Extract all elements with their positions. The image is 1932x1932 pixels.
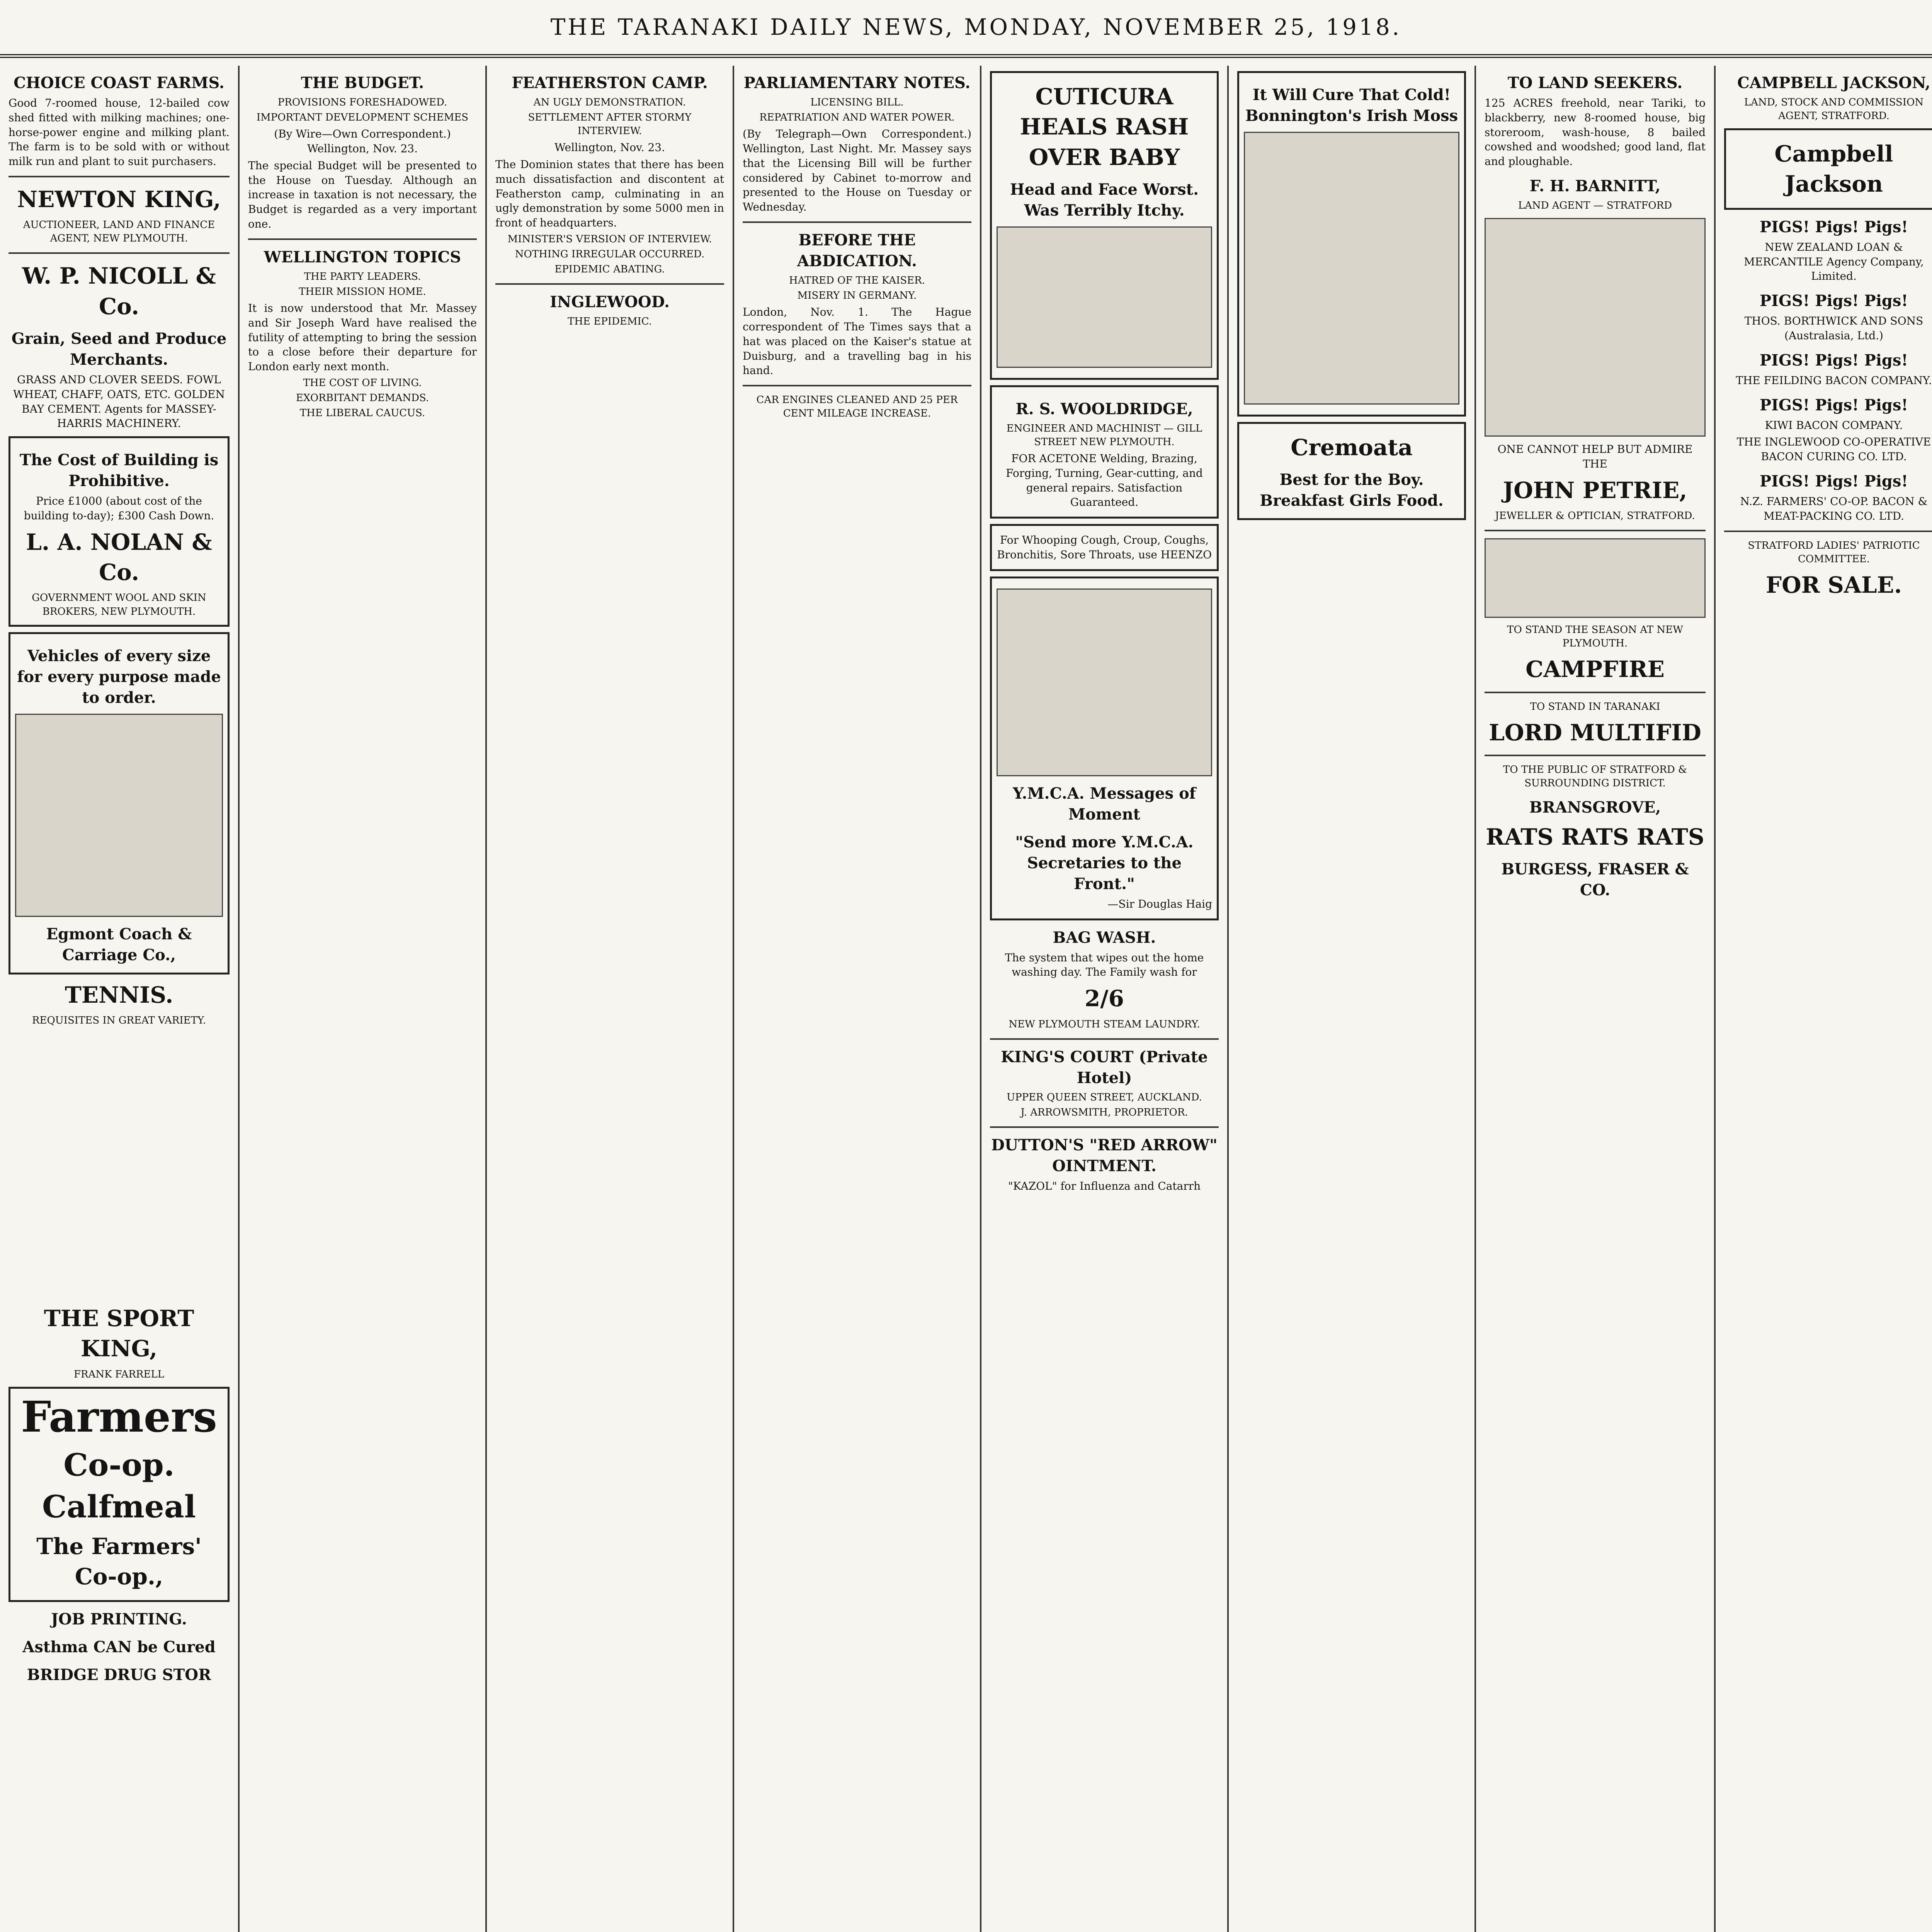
kazol-text: "KAZOL" for Influenza and Catarrh bbox=[1008, 1179, 1201, 1192]
budget-sub1: PROVISIONS FORESHADOWED. bbox=[277, 97, 447, 108]
column-5 bbox=[981, 66, 1229, 1932]
budget-text: The special Budget will be presented to the House on Tuesday. Although an increase in taxation is not necessary, the Budget is regarded as a very important one. bbox=[248, 159, 477, 230]
inglewood-coop: THE INGLEWOOD CO-OPERATIVE BACON CURING CO. LTD. bbox=[1736, 435, 1931, 463]
wellington-sub1: THE PARTY LEADERS. bbox=[304, 270, 421, 282]
column-1 bbox=[0, 66, 240, 1932]
minister-title: MINISTER'S VERSION OF INTERVIEW. bbox=[507, 233, 712, 245]
campbell-title: CAMPBELL JACKSON, bbox=[1737, 74, 1930, 92]
tennis-title: TENNIS. bbox=[65, 981, 173, 1008]
minister-sub: NOTHING IRREGULAR OCCURRED. bbox=[515, 248, 705, 260]
car-title: CAR ENGINES CLEANED AND 25 PER CENT MILEAGE INCREASE. bbox=[756, 394, 958, 420]
vehicles-title: Vehicles of every size for every purpose made to order. bbox=[17, 646, 221, 707]
borthwick: THOS. BORTHWICK AND SONS (Australasia, Ltd.) bbox=[1744, 315, 1923, 342]
farms-title: CHOICE COAST FARMS. bbox=[14, 74, 224, 92]
egmont-title: Egmont Coach & Carriage Co., bbox=[46, 925, 192, 964]
camp-sub2: SETTLEMENT AFTER STORMY INTERVIEW. bbox=[528, 112, 692, 137]
tennis-price-list bbox=[9, 1029, 230, 1299]
camp-dateline: Wellington, Nov. 23. bbox=[554, 141, 665, 154]
barnitt-sub: LAND AGENT — STRATFORD bbox=[1518, 199, 1672, 211]
abdication-sub2: MISERY IN GERMANY. bbox=[797, 290, 917, 302]
kings-title: KING'S COURT (Private Hotel) bbox=[1001, 1048, 1208, 1087]
budget-sub2: IMPORTANT DEVELOPMENT SCHEMES bbox=[256, 112, 469, 124]
pigs-1: PIGS! Pigs! Pigs! bbox=[1760, 218, 1908, 236]
pigs-2: PIGS! Pigs! Pigs! bbox=[1760, 292, 1908, 310]
column-4 bbox=[734, 66, 981, 1932]
bransgrove-title: BRANSGROVE, bbox=[1529, 798, 1661, 817]
breakfast-title: Best for the Boy. Breakfast Girls Food. bbox=[1260, 471, 1444, 510]
wellington-title: WELLINGTON TOPICS bbox=[264, 248, 461, 266]
pigs-5: PIGS! Pigs! Pigs! bbox=[1760, 472, 1908, 490]
rats-title: RATS RATS RATS bbox=[1486, 824, 1704, 850]
tennis-sub: REQUISITES IN GREAT VARIETY. bbox=[32, 1014, 206, 1026]
ymca-signed: —Sir Douglas Haig bbox=[1107, 897, 1212, 910]
cost-price: Price £1000 (about cost of the building to-day); £300 Cash Down. bbox=[24, 495, 214, 522]
burgess-title: BURGESS, FRASER & CO. bbox=[1501, 860, 1689, 900]
campbell-big: Campbell Jackson bbox=[1774, 141, 1893, 197]
parl-title: PARLIAMENTARY NOTES. bbox=[743, 74, 971, 92]
newton-sub: AUCTIONEER, LAND AND FINANCE AGENT, NEW PLYMOUTH. bbox=[23, 219, 215, 245]
cuticura-title: CUTICURA HEALS RASH OVER BABY bbox=[1020, 83, 1189, 170]
farms-text: Good 7-roomed house, 12-bailed cow shed fitted with milking machines; one-horse-power engine and milking plant. The farm is to be sold with or without milk run and plant to suit purchasers. bbox=[9, 97, 230, 168]
bottle-illustration bbox=[1244, 132, 1459, 405]
petrie-caption: ONE CANNOT HELP BUT ADMIRE THE bbox=[1497, 443, 1693, 470]
wooldridge-sub: ENGINEER AND MACHINIST — GILL STREET NEW PLYMOUTH. bbox=[1006, 422, 1202, 448]
camp-text: The Dominion states that there has been much dissatisfaction and discontent at Featherston camp, culminating in an ugly demonstration by some 5000 men in front of headquarters. bbox=[495, 158, 724, 230]
kings-prop: J. ARROWSMITH, PROPRIETOR. bbox=[1020, 1106, 1188, 1118]
ymca-quote: "Send more Y.M.C.A. Secretaries to the Front." bbox=[1015, 833, 1194, 893]
nicoll-text: GRASS AND CLOVER SEEDS. FOWL WHEAT, CHAFF, OATS, ETC. GOLDEN BAY CEMENT. Agents for MASSEY-HARRIS MACHINERY. bbox=[13, 373, 225, 430]
cremoata-title: Cremoata bbox=[1291, 434, 1413, 461]
haig-portrait bbox=[997, 588, 1212, 776]
column-2 bbox=[240, 66, 487, 1932]
inglewood-title: INGLEWOOD. bbox=[550, 293, 670, 311]
column-7 bbox=[1476, 66, 1716, 1932]
wooldridge-title: R. S. WOOLDRIDGE, bbox=[1015, 400, 1193, 418]
campbell-box bbox=[1724, 128, 1932, 210]
cuticura-sub: Head and Face Worst. Was Terribly Itchy. bbox=[1010, 180, 1199, 219]
parl-sub1: LICENSING BILL. bbox=[810, 97, 904, 108]
column-8 bbox=[1716, 66, 1932, 1932]
duttons-title: DUTTON'S "RED ARROW" OINTMENT. bbox=[991, 1136, 1218, 1175]
farmers-title: Farmers bbox=[21, 1391, 217, 1442]
barnitt-title: F. H. BARNITT, bbox=[1529, 177, 1661, 195]
cremoata-box bbox=[1237, 422, 1466, 520]
bonnington-box bbox=[1237, 71, 1466, 417]
nolan-sub: GOVERNMENT WOOL AND SKIN BROKERS, NEW PLYMOUTH. bbox=[32, 592, 206, 617]
asthma-title: Asthma CAN be Cured bbox=[22, 1638, 216, 1656]
column-3 bbox=[487, 66, 734, 1932]
wooldridge-text: FOR ACETONE Welding, Brazing, Forging, Turning, Gear-cutting, and general repairs. Satisfaction Guaranteed. bbox=[1006, 452, 1203, 509]
nz-loan: NEW ZEALAND LOAN & MERCANTILE Agency Company, Limited. bbox=[1744, 240, 1924, 283]
calfmeal-title: Co-op. Calfmeal bbox=[42, 1446, 196, 1525]
wellington-text: It is now understood that Mr. Massey and Sir Joseph Ward have realised the futility of attempting to bring the session to a close before their departure for London early next month. bbox=[248, 301, 477, 373]
nolan-title: L. A. NOLAN & Co. bbox=[26, 529, 212, 586]
public-title: TO THE PUBLIC OF STRATFORD & SURROUNDING DISTRICT. bbox=[1503, 764, 1687, 789]
newton-title: NEWTON KING, bbox=[17, 186, 221, 213]
patriotic-title: STRATFORD LADIES' PATRIOTIC COMMITTEE. bbox=[1748, 539, 1920, 565]
whooping-box bbox=[990, 524, 1219, 571]
sale-title: FOR SALE. bbox=[1765, 571, 1902, 598]
kiwi: KIWI BACON COMPANY. bbox=[1765, 418, 1903, 432]
bagwash-title: BAG WASH. bbox=[1053, 928, 1156, 947]
bagwash-from: NEW PLYMOUTH STEAM LAUNDRY. bbox=[1009, 1018, 1200, 1030]
clock-illustration bbox=[1485, 218, 1706, 437]
wooldridge-box bbox=[990, 385, 1219, 519]
job-title: JOB PRINTING. bbox=[51, 1610, 187, 1629]
vehicles-box bbox=[9, 632, 230, 975]
multifid-title: LORD MULTIFID bbox=[1489, 719, 1701, 746]
stand-title: TO STAND THE SEASON AT NEW PLYMOUTH. bbox=[1507, 624, 1683, 650]
nicoll-title: W. P. NICOLL & Co. bbox=[22, 263, 216, 320]
petrie-title: JOHN PETRIE, bbox=[1503, 477, 1687, 503]
nz-farmers: N.Z. FARMERS' CO-OP. BACON & MEAT-PACKING CO. LTD. bbox=[1740, 495, 1928, 522]
masthead: THE TARANAKI DAILY NEWS, MONDAY, NOVEMBER 25, 1918. bbox=[0, 0, 1932, 58]
parl-text: (By Telegraph—Own Correspondent.) Wellington, Last Night. Mr. Massey says that the Licensing Bill will be further considered by Cabinet to-morrow and presented to the House on Tuesday or Wednesday. bbox=[743, 128, 971, 214]
camp-sub1: AN UGLY DEMONSTRATION. bbox=[533, 97, 686, 108]
bridge-title: BRIDGE DRUG STOR bbox=[27, 1666, 211, 1684]
seekers-text: 125 ACRES freehold, near Tariki, to blackberry, new 8-roomed house, big storeroom, wash-house, 8 bailed cowshed and woodshed; good land, flat and ploughable. bbox=[1485, 97, 1706, 168]
caucus-title: THE LIBERAL CAUCUS. bbox=[299, 407, 425, 419]
campbell-sub: LAND, STOCK AND COMMISSION AGENT, STRATFORD. bbox=[1744, 97, 1924, 122]
parl-sub2: REPATRIATION AND WATER POWER. bbox=[759, 112, 955, 124]
epidemic-title: EPIDEMIC ABATING. bbox=[554, 264, 665, 276]
camp-title: FEATHERSTON CAMP. bbox=[512, 74, 708, 92]
cost-box bbox=[9, 436, 230, 626]
feilding: THE FEILDING BACON COMPANY. bbox=[1736, 374, 1932, 387]
living-title: THE COST OF LIVING. bbox=[303, 377, 422, 389]
bagwash-text: The system that wipes out the home washing day. The Family wash for bbox=[1005, 951, 1204, 979]
nicoll-sub: Grain, Seed and Produce Merchants. bbox=[11, 330, 227, 369]
exorbitant-title: EXORBITANT DEMANDS. bbox=[296, 392, 429, 404]
sport-title: THE SPORT KING, bbox=[44, 1305, 194, 1362]
stand2-title: TO STAND IN TARANAKI bbox=[1530, 701, 1660, 713]
ymca-box bbox=[990, 577, 1219, 920]
abdication-sub1: HATRED OF THE KAISER. bbox=[789, 274, 925, 286]
petrie-sub: JEWELLER & OPTICIAN, STRATFORD. bbox=[1495, 510, 1695, 522]
horse-illustration bbox=[1485, 538, 1706, 618]
farmers-box bbox=[9, 1387, 230, 1602]
budget-dateline: (By Wire—Own Correspondent.) Wellington, Nov. 23. bbox=[274, 128, 451, 155]
column-6 bbox=[1229, 66, 1476, 1932]
budget-title: THE BUDGET. bbox=[301, 74, 424, 92]
farmers-coop: The Farmers' Co-op., bbox=[36, 1533, 202, 1590]
pigs-3: PIGS! Pigs! Pigs! bbox=[1760, 351, 1908, 369]
kings-sub: UPPER QUEEN STREET, AUCKLAND. bbox=[1007, 1091, 1202, 1103]
abdication-text: London, Nov. 1. The Hague correspondent of The Times says that a hat was placed on the Kaiser's statue at Duisburg, and a travelling bag in his hand. bbox=[743, 306, 971, 377]
cuticura-box bbox=[990, 71, 1219, 380]
campfire-title: CAMPFIRE bbox=[1526, 656, 1665, 683]
abdication-title: BEFORE THE ABDICATION. bbox=[797, 231, 917, 270]
bonnington-title: It Will Cure That Cold! Bonnington's Irish Moss bbox=[1245, 86, 1458, 125]
ymca-title: Y.M.C.A. Messages of Moment bbox=[1013, 784, 1196, 823]
cost-title: The Cost of Building is Prohibitive. bbox=[19, 451, 219, 490]
baby-illustration bbox=[997, 226, 1212, 368]
bagwash-price: 2/6 bbox=[1085, 985, 1124, 1012]
inglewood-sub: THE EPIDEMIC. bbox=[568, 316, 652, 328]
pigs-4: PIGS! Pigs! Pigs! bbox=[1760, 396, 1908, 414]
cyclist-illustration bbox=[15, 714, 223, 917]
seekers-title: TO LAND SEEKERS. bbox=[1507, 74, 1683, 92]
sport-sub: FRANK FARRELL bbox=[73, 1368, 165, 1380]
whooping-text: For Whooping Cough, Croup, Coughs, Bronchitis, Sore Throats, use HEENZO bbox=[997, 534, 1212, 561]
wellington-sub2: THEIR MISSION HOME. bbox=[299, 286, 426, 298]
